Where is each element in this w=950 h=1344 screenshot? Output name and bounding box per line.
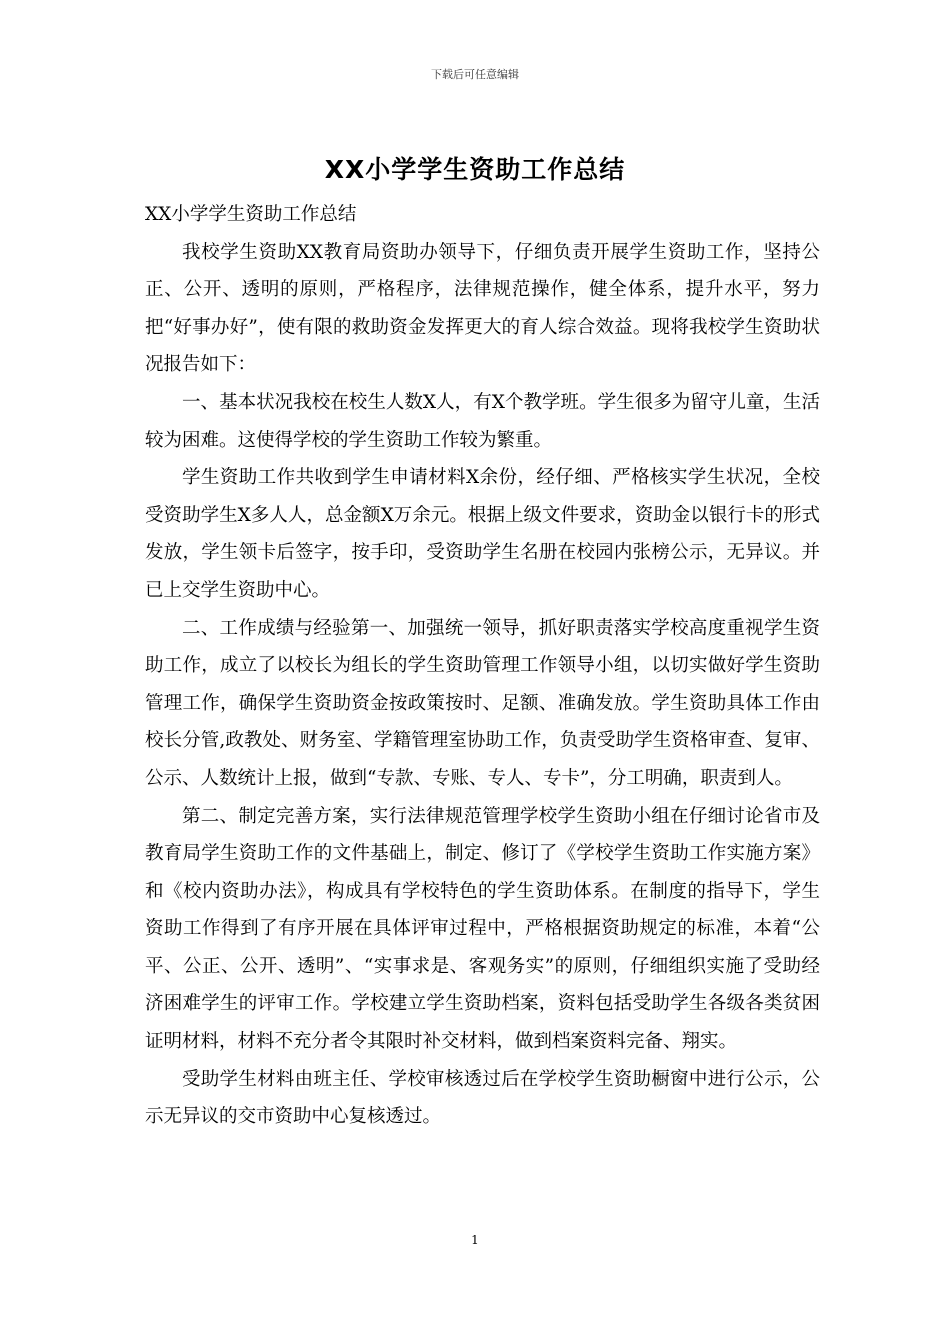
paragraph-plan-management: 第二、制定完善方案，实行法律规范管理学校学生资助小组在仔细讨论省市及教育局学生资助工作的文件基础上，制定、修订了《学校学生资助工作实施方案》和《校内资助办法》，构成具有学校特色的学生资助体系。在制度的指导下，学生资助工作得到了有序开展在具体评审过程中，严格根据资助规定的标准，本着“公平、公正、公开、透明”、“实事求是、客观务实”的原则，仔细组织实施了受助经济困难学生的评审工作。学校建立学生资助档案，资料包括受助学生各级各类贫困证明材料，材料不充分者令其限时补交材料，做到档案资料完备、翔实。 (145, 805, 820, 1053)
paragraph-achievements-leadership: 二、工作成绩与经验第一、加强统一领导，抓好职责落实学校高度重视学生资助工作，成立了以校长为组长的学生资助管理工作领导小组，以切实做好学生资助管理工作，确保学生资助资金按政策按时、足额、准确发放。学生资助具体工作由校长分管,政教处、财务室、学籍管理室协助工作，负责受助学生资格审查、复审、公示、人数统计上报，做到“专款、专账、专人、专卡”，分工明确，职责到人。 (145, 617, 820, 789)
document-body (145, 196, 820, 1136)
paragraph-basic-situation: 一、基本状况我校在校生人数X人，有X个教学班。学生很多为留守儿童，生活较为困难。这使得学校的学生资助工作较为繁重。 (145, 391, 820, 451)
paragraph-application-materials: 学生资助工作共收到学生申请材料X余份，经仔细、严格核实学生状况，全校受资助学生X多人人，总金额X万余元。根据上级文件要求，资助金以银行卡的形式发放，学生领卡后签字，按手印，受资助学生名册在校园内张榜公示，无异议。并已上交学生资助中心。 (145, 467, 820, 601)
document-subtitle: XX小学学生资助工作总结 (145, 204, 357, 225)
paragraph-review-publicity: 受助学生材料由班主任、学校审核透过后在学校学生资助橱窗中进行公示，公示无异议的交市资助中心复核透过。 (145, 1068, 820, 1128)
paragraph-intro: 我校学生资助XX教育局资助办领导下，仔细负责开展学生资助工作，坚持公正、公开、透明的原则，严格程序，法律规范操作，健全体系，提升水平，努力把“好事办好”，使有限的救助资金发挥更大的育人综合效益。现将我校学生资助状况报告如下： (145, 241, 820, 376)
page-number: 1 (471, 1233, 479, 1247)
document-title: XX小学学生资助工作总结 (324, 155, 626, 184)
page-header-note: 下载后可任意编辑 (431, 68, 519, 81)
